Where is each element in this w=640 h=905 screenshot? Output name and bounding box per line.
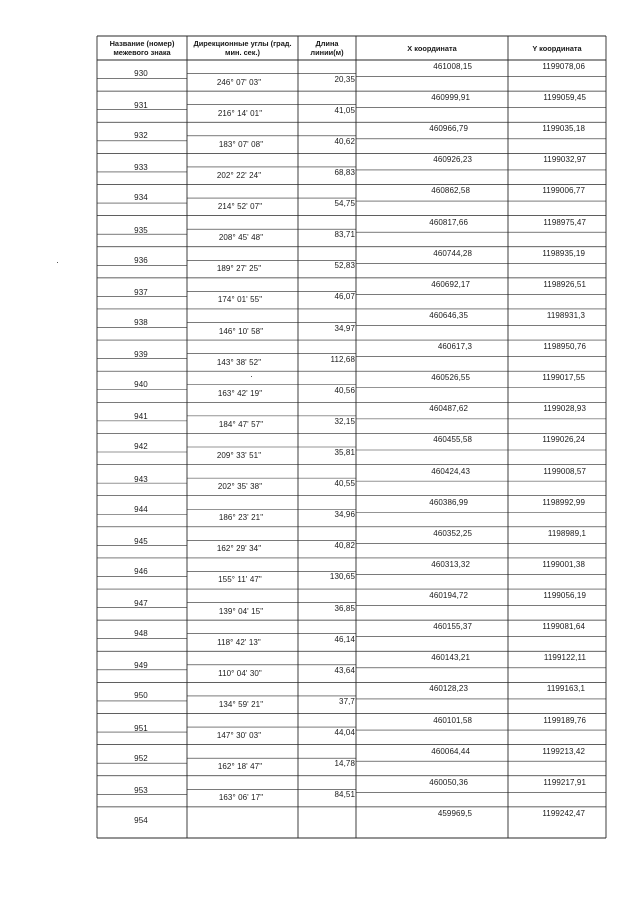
point-y-coordinate: 1199081,64 <box>542 622 585 632</box>
segment-direction-angle: 163° 06' 17" <box>218 793 264 803</box>
segment-length: 37,7 <box>339 696 355 706</box>
point-name: 948 <box>134 629 148 639</box>
segment-direction-angle: 162° 29' 34" <box>216 544 262 554</box>
point-y-coordinate: 1199026,24 <box>542 435 585 445</box>
point-y-coordinate: 1199189,76 <box>543 715 586 725</box>
segment-length: 54,75 <box>334 199 355 209</box>
point-name: 952 <box>134 753 148 763</box>
point-x-coordinate: 460999,91 <box>431 93 470 103</box>
segment-length: 40,82 <box>334 541 355 551</box>
point-y-coordinate: 1198931,3 <box>546 310 585 320</box>
point-x-coordinate: 460313,32 <box>431 559 470 569</box>
point-name: 938 <box>134 317 148 327</box>
header-point-name: Название (номер) межевого знака <box>109 39 175 57</box>
point-name: 943 <box>134 474 148 484</box>
segment-length: 44,04 <box>334 728 355 738</box>
point-name: 947 <box>134 599 148 609</box>
segment-direction-angle: 174° 01' 55" <box>217 295 263 305</box>
point-x-coordinate: 460101,58 <box>433 715 472 725</box>
segment-length: 34,96 <box>334 510 355 520</box>
point-x-coordinate: 460128,23 <box>429 684 468 694</box>
point-x-coordinate: 460455,58 <box>433 435 472 445</box>
segment-direction-angle: 209° 33' 51" <box>216 451 262 460</box>
point-y-coordinate: 1199032,97 <box>543 155 586 165</box>
point-x-coordinate: 460424,43 <box>431 466 470 476</box>
point-y-coordinate: 1198975,47 <box>543 217 586 227</box>
segment-direction-angle: 216° 14' 01" <box>217 108 263 118</box>
point-x-coordinate: 460646,35 <box>429 310 468 320</box>
segment-direction-angle: 186° 23' 21" <box>218 513 264 523</box>
point-name: 942 <box>134 442 148 452</box>
segment-length: 40,56 <box>334 385 355 395</box>
segment-length: 46,07 <box>334 292 355 302</box>
point-x-coordinate: 460744,28 <box>433 248 472 258</box>
point-x-coordinate: 461008,15 <box>433 62 472 71</box>
point-x-coordinate: 460926,23 <box>433 155 472 165</box>
point-x-coordinate: 460966,79 <box>429 124 468 134</box>
point-y-coordinate: 1199213,42 <box>542 746 585 756</box>
point-x-coordinate: 460386,99 <box>429 497 468 507</box>
segment-direction-angle: 163° 42' 19" <box>217 388 263 398</box>
segment-length: 40,55 <box>334 479 355 489</box>
header-x-coordinate: X координата <box>407 43 457 53</box>
point-name: 953 <box>134 785 148 795</box>
segment-direction-angle: 208° 45' 48" <box>218 233 264 243</box>
point-x-coordinate: 460526,55 <box>431 373 470 383</box>
segment-direction-angle: 184° 47' 57" <box>218 419 264 429</box>
segment-direction-angle: 214° 52' 07" <box>217 202 263 212</box>
segment-length: 35,81 <box>334 448 355 457</box>
point-y-coordinate: 1199028,93 <box>543 404 586 414</box>
segment-direction-angle: 139° 04' 15" <box>218 606 264 616</box>
point-y-coordinate: 1199242,47 <box>542 808 585 818</box>
point-x-coordinate: 459969,5 <box>437 808 472 818</box>
point-name: 951 <box>134 723 148 733</box>
point-x-coordinate: 460487,62 <box>429 404 468 414</box>
segment-length: 32,15 <box>334 416 355 426</box>
point-x-coordinate: 460817,66 <box>429 217 468 227</box>
point-y-coordinate: 1199017,55 <box>542 373 585 383</box>
point-x-coordinate: 460050,36 <box>429 777 468 787</box>
point-name: 930 <box>134 69 148 78</box>
segment-direction-angle: 146° 10' 58" <box>218 326 264 336</box>
point-y-coordinate: 1199122,11 <box>543 653 586 663</box>
point-x-coordinate: 460692,17 <box>431 279 470 289</box>
segment-length: 52,83 <box>334 261 355 271</box>
segment-direction-angle: 162° 18' 47" <box>217 762 263 772</box>
segment-direction-angle: 143° 38' 52" <box>216 357 262 367</box>
segment-direction-angle: 246° 07' 03" <box>216 77 262 87</box>
point-x-coordinate: 460064,44 <box>431 746 470 756</box>
header-direction-angle: Дирекционные углы (град. мин. сек.) <box>193 39 292 57</box>
segment-direction-angle: 202° 22' 24" <box>216 170 262 180</box>
point-name: 940 <box>134 380 148 390</box>
segment-length: 43,64 <box>334 665 355 675</box>
point-x-coordinate: 460352,25 <box>433 528 472 538</box>
point-name: 933 <box>134 163 148 173</box>
segment-direction-angle: 134° 59' 21" <box>218 699 264 709</box>
point-y-coordinate: 1199059,45 <box>543 93 586 103</box>
point-name: 939 <box>134 350 148 360</box>
segment-direction-angle: 183° 07' 08" <box>218 139 264 149</box>
segment-direction-angle: 110° 04' 30" <box>218 668 262 678</box>
point-name: 932 <box>134 131 148 141</box>
segment-length: 36,85 <box>334 603 355 613</box>
segment-length: 41,05 <box>334 105 355 115</box>
point-name: 950 <box>134 691 148 701</box>
point-y-coordinate: 1199006,77 <box>542 186 585 196</box>
point-x-coordinate: 460143,21 <box>431 653 470 663</box>
point-y-coordinate: 1199035,18 <box>542 124 585 134</box>
point-name: 931 <box>134 101 148 111</box>
point-name: 937 <box>134 287 148 297</box>
point-y-coordinate: 1198992,99 <box>542 497 585 507</box>
segment-length: 68,83 <box>334 167 355 177</box>
point-y-coordinate: 1198926,51 <box>543 279 586 289</box>
point-name: 941 <box>134 412 148 422</box>
point-name: 934 <box>134 193 148 203</box>
point-y-coordinate: 1199163,1 <box>546 684 585 694</box>
header-y-coordinate: Y координата <box>532 43 582 53</box>
segment-length: 130,65 <box>329 572 355 582</box>
point-x-coordinate: 460155,37 <box>433 622 472 632</box>
segment-direction-angle: 155° 11' 47" <box>218 575 262 585</box>
point-x-coordinate: 460194,72 <box>429 591 468 601</box>
segment-length: 34,97 <box>334 323 355 333</box>
point-y-coordinate: 1199217,91 <box>543 777 586 787</box>
point-x-coordinate: 460862,58 <box>431 186 470 196</box>
segment-length: 84,51 <box>334 790 355 800</box>
point-name: 936 <box>134 255 148 265</box>
point-name: 935 <box>134 225 148 235</box>
segment-length: 40,62 <box>334 136 355 146</box>
point-y-coordinate: 1199008,57 <box>543 466 586 476</box>
point-x-coordinate: 460617,3 <box>437 342 472 352</box>
point-name: 954 <box>134 815 148 825</box>
point-y-coordinate: 1199001,38 <box>542 559 585 569</box>
segment-length: 20,35 <box>334 74 355 84</box>
point-y-coordinate: 1199056,19 <box>543 591 586 601</box>
segment-direction-angle: 147° 30' 03" <box>216 731 262 741</box>
segment-length: 112,68 <box>330 354 355 364</box>
segment-direction-angle: 202° 35' 38" <box>217 482 263 492</box>
segment-direction-angle: 118° 42' 13" <box>217 637 261 647</box>
scan-speck <box>57 262 58 263</box>
point-name: 944 <box>134 504 148 514</box>
scan-speck <box>251 376 252 377</box>
point-name: 945 <box>134 536 148 546</box>
point-y-coordinate: 1198935,19 <box>542 248 585 258</box>
segment-length: 83,71 <box>334 230 355 240</box>
point-y-coordinate: 1198989,1 <box>547 528 586 538</box>
point-y-coordinate: 1198950,76 <box>543 342 586 352</box>
segment-length: 46,14 <box>334 634 355 644</box>
point-y-coordinate: 1199078,06 <box>542 62 585 71</box>
point-name: 946 <box>134 566 148 576</box>
header-line-length: Длина линии(м) <box>310 39 344 57</box>
point-name: 949 <box>134 661 148 671</box>
segment-length: 14,78 <box>334 759 355 769</box>
segment-direction-angle: 189° 27' 25" <box>216 264 262 274</box>
